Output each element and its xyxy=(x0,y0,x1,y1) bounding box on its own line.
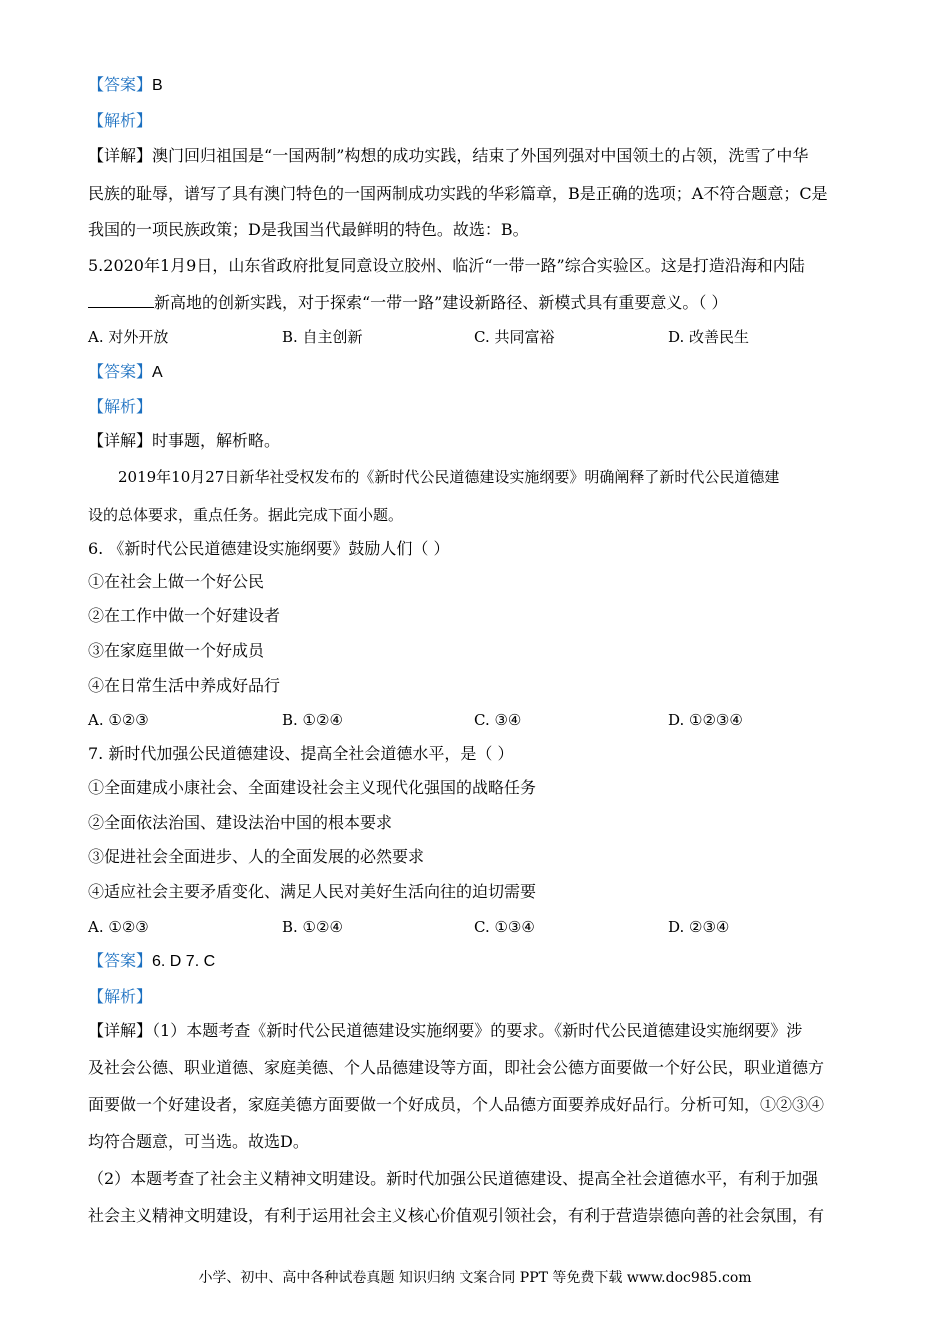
q67-detail-text-1: （1）本题考查《新时代公民道德建设实施纲要》的要求。《新时代公民道德建设实施纲要》涉 xyxy=(152,1021,803,1040)
analysis-label: 【解析】 xyxy=(88,987,153,1006)
q5-answer: A xyxy=(152,364,163,381)
q4-detail-line-2: 民族的耻辱，谱写了具有澳门特色的一国两制成功实践的华彩篇章，B是正确的选项；A不符合题意；C是 xyxy=(88,184,828,203)
q5-detail-line xyxy=(88,430,280,452)
q4-detail-line-3: 我国的一项民族政策；D是我国当代最鲜明的特色。故选：B。 xyxy=(88,220,529,239)
q4-detail-text-1: 澳门回归祖国是“一国两制”构想的成功实践，结束了外国列强对中国领土的占领，洗雪了中华 xyxy=(152,146,809,165)
q4-analysis-label xyxy=(88,110,152,132)
fill-blank xyxy=(88,291,154,308)
q7-options xyxy=(88,916,888,938)
q5-option-c: C. 共同富裕 xyxy=(474,328,555,346)
q67-detail-line-4: 均符合题意，可当选。故选D。 xyxy=(88,1132,309,1151)
q5-stem-text-2: 新高地的创新实践，对于探索“一带一路”建设新路径、新模式具有重要意义。（ ） xyxy=(154,293,728,312)
q67-detail-line-6: 社会主义精神文明建设，有利于运用社会主义核心价值观引领社会，有利于营造崇德向善的社会氛围，有 xyxy=(88,1206,825,1225)
q6-option-b: B. ①②④ xyxy=(282,711,343,729)
q7-option-a: A. ①②③ xyxy=(88,918,149,936)
q6-stem: 6. 《新时代公民道德建设实施纲要》鼓励人们（ ） xyxy=(88,539,450,558)
q4-answer: B xyxy=(152,77,163,94)
q67-detail-line-2: 及社会公德、职业道德、家庭美德、个人品德建设等方面，即社会公德方面要做一个好公民，职业道德方 xyxy=(88,1058,825,1077)
q6-item-2: ②在工作中做一个好建设者 xyxy=(88,606,281,625)
q7-stem: 7. 新时代加强公民道德建设、提高全社会道德水平，是（ ） xyxy=(88,744,514,763)
q4-answer-line xyxy=(88,74,163,97)
q7-item-2: ②全面依法治国、建设法治中国的根本要求 xyxy=(88,813,393,832)
answer-label: 【答案】 xyxy=(88,362,153,381)
q7-option-d: D. ②③④ xyxy=(668,918,730,936)
q4-detail-line-1 xyxy=(88,145,808,167)
q6-item-1: ①在社会上做一个好公民 xyxy=(88,572,265,591)
answer-label: 【答案】 xyxy=(88,75,153,94)
q5-option-b: B. 自主创新 xyxy=(282,328,363,346)
q5-answer-line xyxy=(88,361,163,384)
material-line-2: 设的总体要求，重点任务。据此完成下面小题。 xyxy=(88,506,404,524)
q7-option-b: B. ①②④ xyxy=(282,918,343,936)
q5-stem-line-1: 5.2020年1月9日，山东省政府批复同意设立胶州、临沂“一带一路”综合实验区。这是打造沿海和内陆 xyxy=(88,256,805,275)
q6-option-a: A. ①②③ xyxy=(88,711,149,729)
q5-option-d: D. 改善民生 xyxy=(668,328,750,346)
q5-detail-text: 时事题，解析略。 xyxy=(152,431,281,450)
q5-options xyxy=(88,326,888,348)
q7-option-c: C. ①③④ xyxy=(474,918,535,936)
q7-item-4: ④适应社会主要矛盾变化、满足人民对美好生活向往的迫切需要 xyxy=(88,882,537,901)
q6-item-3: ③在家庭里做一个好成员 xyxy=(88,641,265,660)
q5-analysis-label xyxy=(88,396,152,418)
page-footer: 小学、初中、高中各种试卷真题 知识归纳 文案合同 PPT 等免费下载 www.doc985.com xyxy=(198,1270,752,1286)
q7-item-3: ③促进社会全面进步、人的全面发展的必然要求 xyxy=(88,847,425,866)
detail-label: 【详解】 xyxy=(88,1021,153,1040)
q6-item-4: ④在日常生活中养成好品行 xyxy=(88,676,281,695)
q67-detail-line-1 xyxy=(88,1020,802,1042)
detail-label: 【详解】 xyxy=(88,431,153,450)
q67-detail-line-3: 面要做一个好建设者，家庭美德方面要做一个好成员，个人品德方面要养成好品行。分析可知，①②③④ xyxy=(88,1095,825,1114)
q6-option-d: D. ①②③④ xyxy=(668,711,743,729)
material-line-1: 2019年10月27日新华社受权发布的《新时代公民道德建设实施纲要》明确阐释了新时代公民道德建 xyxy=(118,468,780,486)
analysis-label: 【解析】 xyxy=(88,397,153,416)
q7-item-1: ①全面建成小康社会、全面建设社会主义现代化强国的战略任务 xyxy=(88,778,537,797)
q6-options xyxy=(88,709,888,731)
analysis-label: 【解析】 xyxy=(88,111,153,130)
q67-analysis-label xyxy=(88,986,152,1008)
q6-option-c: C. ③④ xyxy=(474,711,522,729)
answer-label: 【答案】 xyxy=(88,951,153,970)
q5-option-a: A. 对外开放 xyxy=(88,328,169,346)
q67-answer-line xyxy=(88,950,215,973)
detail-label: 【详解】 xyxy=(88,146,153,165)
q67-answer: 6. D 7. C xyxy=(152,953,216,970)
q67-detail-line-5: （2）本题考查了社会主义精神文明建设。新时代加强公民道德建设、提高全社会道德水平，有利于加强 xyxy=(88,1169,819,1188)
q5-stem-line-2 xyxy=(88,291,727,314)
